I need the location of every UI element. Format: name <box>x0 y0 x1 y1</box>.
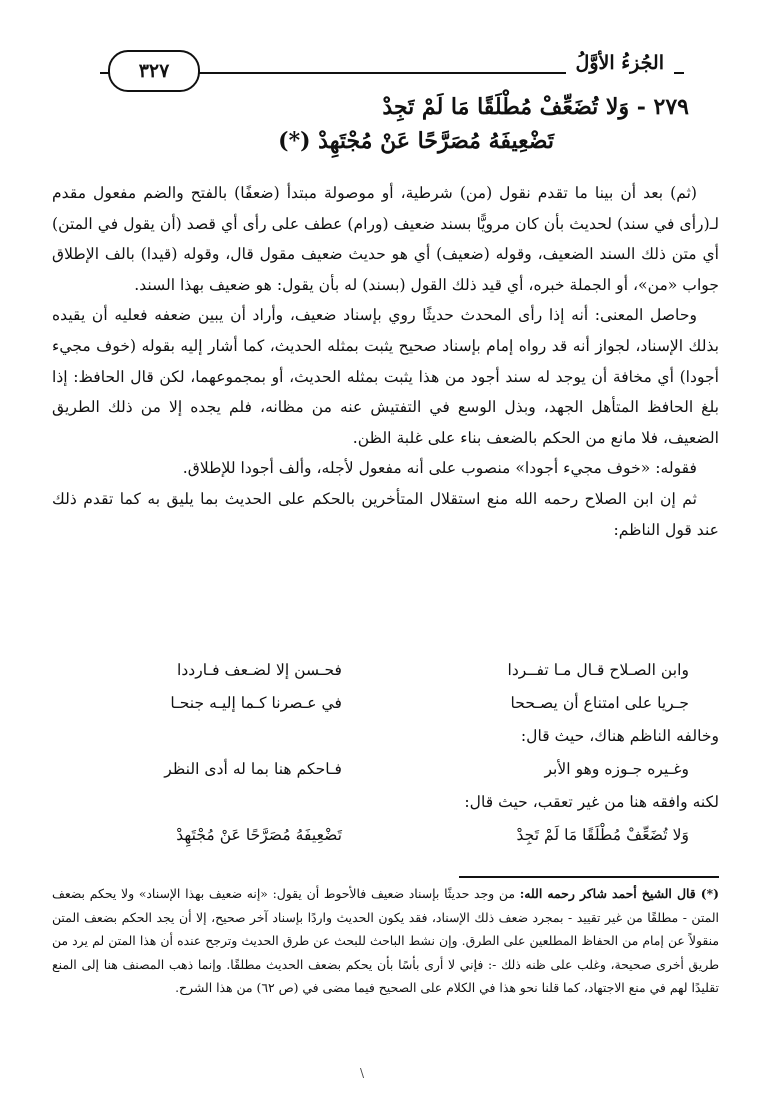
footnote-line: ظنه ذلك -: فإني لا أرى بأسًا بأن يحكم بضعف الحديث مطلقًا. وإنما ذهب المصنف هنا إلى المنع تقليدًا لهم <box>52 956 719 995</box>
footnote-line: الباحث للبحث عن طرق الحديث وترجح عنده أن هذا المتن لم يرد من طريق أخرى صحيحة، وغلب على <box>52 933 719 972</box>
verse-second-hemistich: فحـسن إلا لضـعف فـارددا <box>177 661 342 679</box>
footnote-line: من وجد حديثًا بإسناد ضعيف فالأحوط أن يقول: «إنه ضعيف بهذا الإسناد» <box>138 886 515 901</box>
text-line: كما أشار إليه بقوله (خوف مجيء أجودا) أي مخافة أن يوجد له سند أجود من هذا يثبت <box>52 336 719 386</box>
poem-block <box>52 661 719 859</box>
text-line: مفعول مقدم لـ(رأى في سند) لحديث بأن كان مرويًّا بسند ضعيف (ورام) عطف على رأى <box>52 184 719 233</box>
verse-second-hemistich: تَضْعِيفَهُ مُصَرَّحًا عَنْ مُجْتَهِدْ <box>176 826 342 844</box>
text-line: الوسع في التفتيش عنه من مظانه، فلم يجده إلا من ذلك الطريق الضعيف، فلا مانع من <box>52 398 719 447</box>
page-mark: \ <box>360 1066 365 1080</box>
verse-second-hemistich: في عـصرنا كـما إليـه جنحـا <box>170 694 342 712</box>
verse-first-hemistich: وغـيره جـوزه وهو الأبر <box>544 760 689 778</box>
verse-heading-line-2: تَضْعِيفَهُ مُصَرَّحًا عَنْ مُجْتَهِدْ (*) <box>278 128 554 154</box>
poem-verse <box>52 694 719 727</box>
poem-verse <box>52 661 719 694</box>
footnote-rule <box>459 876 719 878</box>
text-line: أي قصد (أن يقول في المتن) أي متن ذلك السند الضعيف، وقوله (ضعيف) أي هو حديث <box>52 214 719 264</box>
text-line: وحاصل المعنى: أنه إذا رأى المحدث حديثًا روي بإسناد ضعيف، وأراد أن يبين ضعفه <box>154 306 697 325</box>
poem-verse <box>52 826 719 859</box>
footnote-line: في منع الاجتهاد، كما قلنا نحو هذا في الكلام على الصحيح فيما مضى في (ص ٦٢) من هذا الشرح. <box>175 980 666 995</box>
text-line: (ثم) بعد أن بينا ما تقدم نقول (من) شرطية، أو موصولة مبتدأ (ضعفًا) بالفتح والضم <box>143 184 697 202</box>
verse-first-hemistich: وابن الصـلاح قـال مـا تفــردا <box>507 661 689 679</box>
text-line: الحكم بالضعف بناء على غلبة الظن. <box>352 428 581 447</box>
paragraph-3: فقوله: «خوف مجيء أجودا» منصوب على أنه مفعول لأجله، وألف أجودا للإطلاق. <box>182 459 697 478</box>
footnote-lead: (*) قال الشيخ أحمد شاكر رحمه الله: <box>519 886 719 901</box>
text-line: بمثله الحديث، أو بمجموعهما، لكن قال الحافظ: إذا بلغ الحافظ المتأهل الجهد، وبذل <box>52 367 719 417</box>
running-title: الجُزءُ الأوَّلُ <box>566 52 674 74</box>
paragraph-1 <box>52 178 719 300</box>
commentary-text <box>52 178 719 545</box>
note-text: وخالفه الناظم هناك، حيث قال: <box>520 727 719 745</box>
verse-first-hemistich: جـريا على امتناع أن يصـححا <box>510 694 689 712</box>
text-line: ذلك القول (بسند) له بأن يقول: هو ضعيف بهذا السند. <box>134 275 477 294</box>
poem-note <box>52 793 719 826</box>
text-line: ثم إن ابن الصلاح رحمه الله منع استقلال المتأخرين بالحكم على الحديث بما يليق به <box>147 489 697 508</box>
poem-verse <box>52 760 719 793</box>
text-line: ضعيف مقول قال، وقوله (قيدا) بالف الإطلاق جواب «من»، أو الجملة خبره، أي قيد <box>52 245 719 294</box>
verse-heading-line-1: ٢٧٩ - وَلا تُضَعِّفْ مُطْلَقًا مَا لَمْ تَجِدْ <box>382 94 689 120</box>
footnote-line: ولا يحكم بضعف المتن - مطلقًا من غير تقييد - بمجرد ضعف ذلك الإسناد، فقد يكون الحديث واردًا بإسناد <box>52 886 719 925</box>
page-number: ٣٢٧ <box>108 50 200 92</box>
paragraph-2 <box>52 300 719 453</box>
text-line: كما تقدم ذلك عند قول الناظم: <box>52 489 719 539</box>
verse-first-hemistich: وَلا تُضَعِّفْ مُطْلَقًا مَا لَمْ تَجِدْ <box>516 826 689 844</box>
text-line: فعليه أن يقيده بذلك الإسناد، لجواز أنه قد رواه إمام بإسناد صحيح يثبت بمثله الحديث، <box>52 306 719 355</box>
footnote <box>52 882 719 1000</box>
footnote-line: آخر صحيح، إلا أن يجد الحكم بضعف المتن منقولاً عن إمام من الحفاظ المطلعين على الطرق. وإن نشط <box>52 909 719 948</box>
poem-note <box>52 727 719 760</box>
paragraph-4 <box>52 484 719 545</box>
verse-second-hemistich: فـاحكم هنا بما له أدى النظر <box>164 760 342 778</box>
note-text: لكنه وافقه هنا من غير تعقب، حيث قال: <box>464 793 719 811</box>
